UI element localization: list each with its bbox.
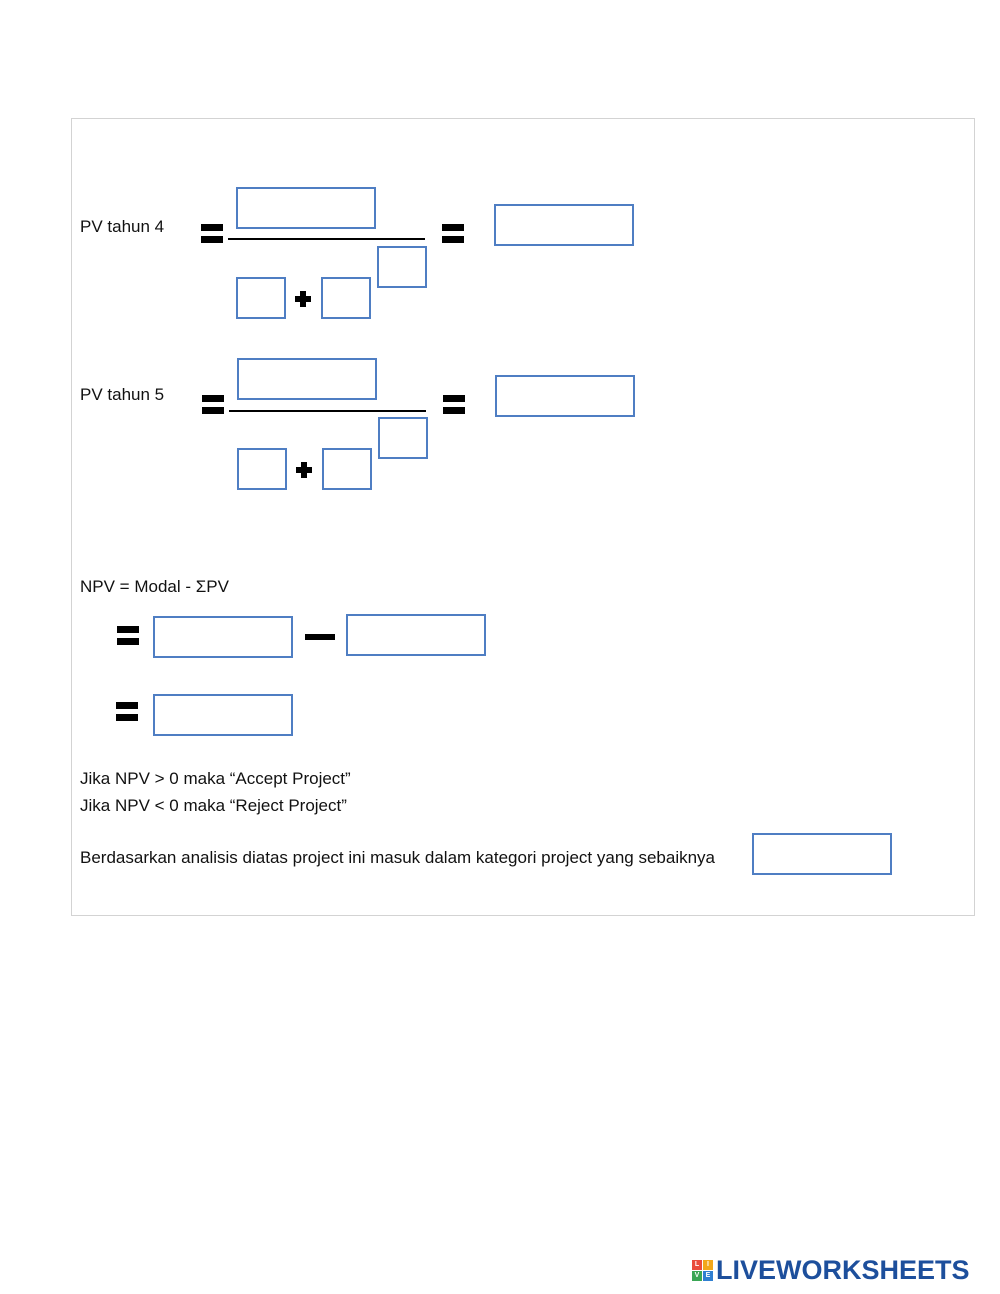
plus-sign	[296, 462, 312, 478]
logo-mark-letter: E	[703, 1271, 713, 1281]
logo-mark-icon	[692, 1260, 713, 1281]
pv4-exponent-input[interactable]	[377, 246, 427, 288]
pv5-result-input[interactable]	[495, 375, 635, 417]
equals-sign	[202, 395, 224, 414]
conclusion-text: Berdasarkan analisis diatas project ini masuk dalam kategori project yang sebaiknya	[80, 848, 716, 867]
pv4-base-b-input[interactable]	[321, 277, 371, 319]
pv4-label: PV tahun 4	[80, 217, 165, 236]
pv5-exponent-input[interactable]	[378, 417, 428, 459]
npv-modal-input[interactable]	[153, 616, 293, 658]
logo-mark-letter: V	[692, 1271, 702, 1281]
pv4-numerator-input[interactable]	[236, 187, 376, 229]
pv5-numerator-input[interactable]	[237, 358, 377, 400]
npv-formula: NPV = Modal - ΣPV	[80, 577, 229, 596]
pv4-result-input[interactable]	[494, 204, 634, 246]
pv5-base-a-input[interactable]	[237, 448, 287, 490]
equals-sign	[201, 224, 223, 243]
pv5-label: PV tahun 5	[80, 385, 165, 404]
logo-mark-letter: I	[703, 1260, 713, 1270]
rule-reject: Jika NPV < 0 maka “Reject Project”	[80, 796, 347, 815]
logo-text: LIVEWORKSHEETS	[716, 1254, 970, 1285]
equals-sign	[116, 702, 138, 721]
decision-input[interactable]	[752, 833, 892, 875]
equals-sign	[442, 224, 464, 243]
equals-sign	[443, 395, 465, 414]
liveworksheets-logo	[692, 1255, 970, 1285]
fraction-line	[229, 410, 426, 412]
fraction-line	[228, 238, 425, 240]
pv5-base-b-input[interactable]	[322, 448, 372, 490]
equals-sign	[117, 626, 139, 645]
logo-mark-letter: L	[692, 1260, 702, 1270]
npv-result-input[interactable]	[153, 694, 293, 736]
plus-sign	[295, 291, 311, 307]
minus-sign	[305, 634, 335, 640]
npv-sum-pv-input[interactable]	[346, 614, 486, 656]
rule-accept: Jika NPV > 0 maka “Accept Project”	[80, 769, 351, 788]
pv4-base-a-input[interactable]	[236, 277, 286, 319]
